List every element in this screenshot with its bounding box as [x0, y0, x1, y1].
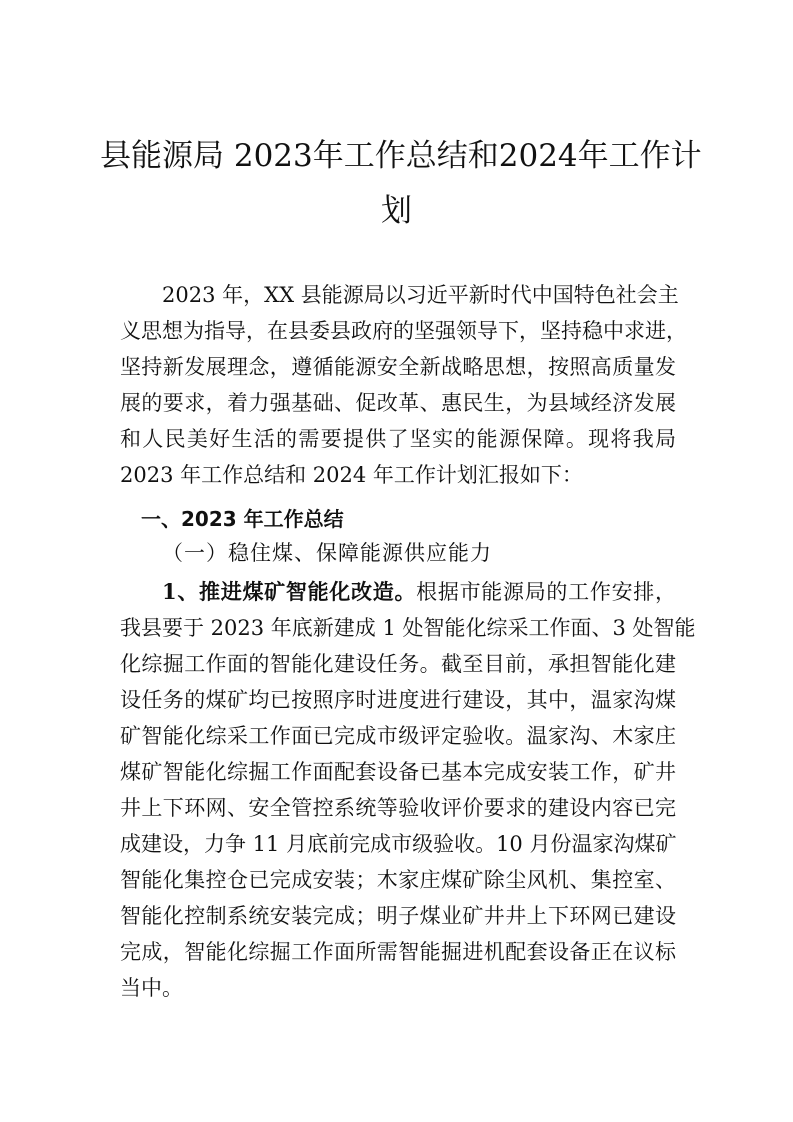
- document-title-line-2: 划: [381, 193, 412, 229]
- item1-line: 煤矿智能化综掘工作面配套设备已基本完成安装工作，矿井: [120, 760, 676, 784]
- item1-line: 井上下环网、安全管控系统等验收评价要求的建设内容已完: [120, 796, 676, 820]
- intro-line: 和人民美好生活的需要提供了坚实的能源保障。现将我局: [120, 427, 676, 451]
- item1-line: 我县要于 2023 年底新建成 1 处智能化综采工作面、3 处智能: [120, 616, 696, 640]
- subsection-heading: （一）稳住煤、保障能源供应能力: [162, 541, 492, 565]
- item1-line: 成建设，力争 11 月底前完成市级验收。10 月份温家沟煤矿: [120, 832, 677, 856]
- item1-line: 当中。: [120, 976, 183, 1000]
- item1-line: 完成，智能化综掘工作面所需智能掘进机配套设备正在议标: [120, 940, 676, 964]
- intro-line: 2023 年，XX 县能源局以习近平新时代中国特色社会主: [162, 283, 679, 307]
- intro-line: 2023 年工作总结和 2024 年工作计划汇报如下：: [120, 463, 583, 487]
- intro-line: 坚持新发展理念，遵循能源安全新战略思想，按照高质量发: [120, 355, 676, 379]
- item1-line: 智能化控制系统安装完成；明子煤业矿井井上下环网已建设: [120, 904, 676, 928]
- item1-lead-line: [162, 580, 676, 604]
- item1-line: 矿智能化综采工作面已完成市级评定验收。温家沟、木家庄: [120, 724, 676, 748]
- section-heading: 一、2023 年工作总结: [141, 507, 344, 531]
- item1-lead-bold: 1、推进煤矿智能化改造。: [162, 579, 417, 604]
- item1-lead-rest: 根据市能源局的工作安排，: [416, 580, 676, 604]
- item1-line: 智能化集控仓已完成安装；木家庄煤矿除尘风机、集控室、: [120, 868, 676, 892]
- intro-line: 义思想为指导，在县委县政府的坚强领导下，坚持稳中求进，: [120, 319, 687, 343]
- document-title-line-1: 县能源局 2023年工作总结和2024年工作计: [100, 138, 702, 174]
- item1-line: 化综掘工作面的智能化建设任务。截至目前，承担智能化建: [120, 652, 676, 676]
- item1-line: 设任务的煤矿均已按照序时进度进行建设，其中，温家沟煤: [120, 688, 676, 712]
- intro-line: 展的要求，着力强基础、促改革、惠民生，为县域经济发展: [120, 391, 676, 415]
